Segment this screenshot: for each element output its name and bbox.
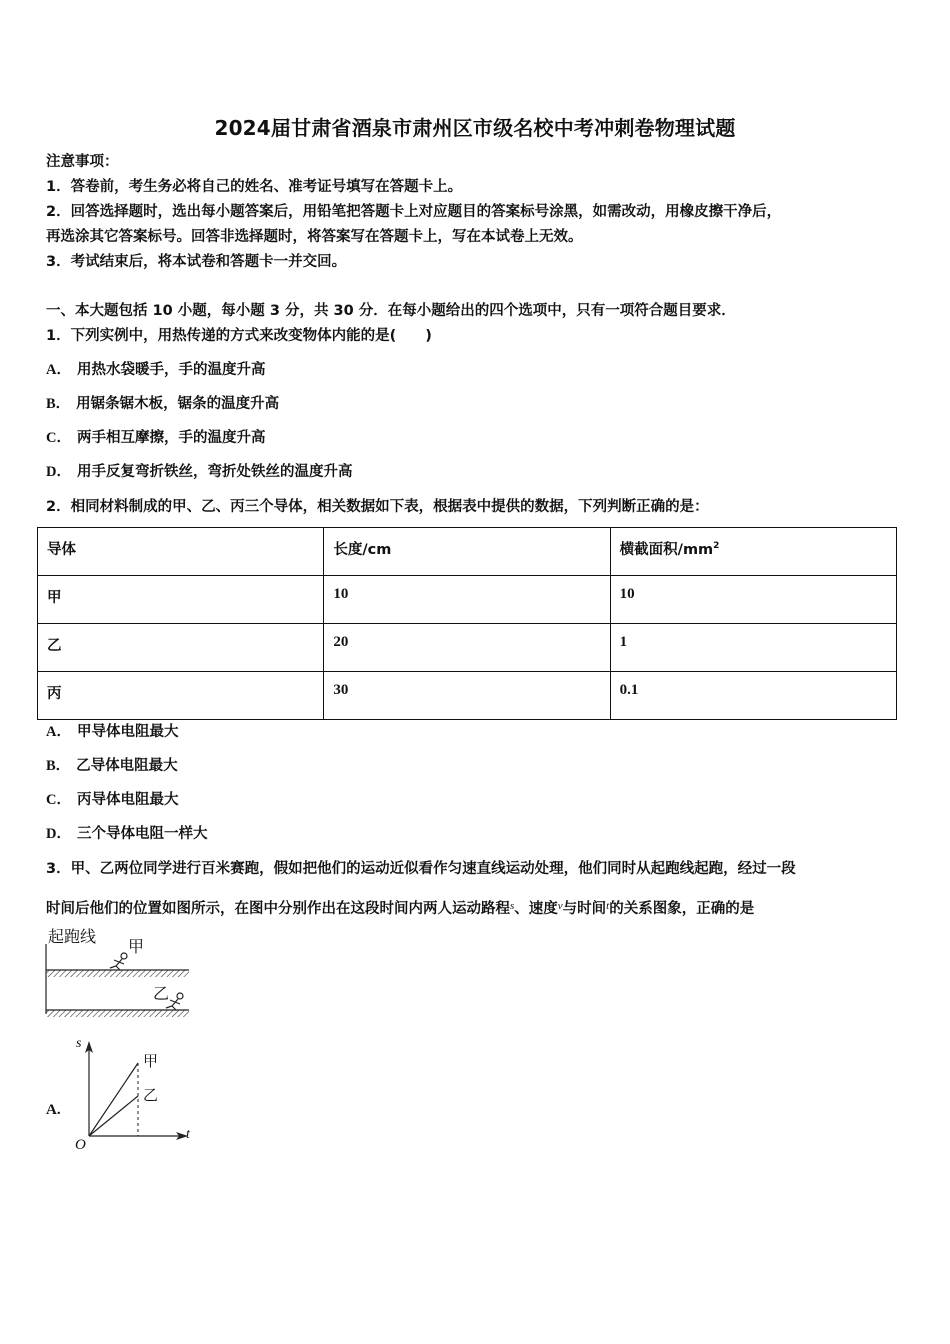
option-text: 用锯条锯木板，锯条的温度升高 (76, 396, 280, 412)
var-v: v (557, 900, 563, 912)
option-text: 用热水袋暖手，手的温度升高 (76, 362, 266, 378)
race-figure (44, 924, 194, 1024)
runner-label-yi: 乙 (153, 984, 170, 1003)
table-cell: 甲 (38, 576, 324, 624)
option-letter: C． (46, 792, 71, 808)
option-letter: A． (46, 724, 71, 740)
option-item[interactable] (46, 790, 178, 810)
notice-item: 2．回答选择题时，选出每小题答案后，用铅笔把答题卡上对应题目的答案标号涂黑，如需改动，用橡皮擦干净后， (46, 204, 782, 220)
notice-heading: 注意事项： (46, 154, 119, 170)
option-letter: A． (46, 362, 71, 378)
table-row (38, 672, 897, 720)
page-title: 2024届甘肃省酒泉市肃州区市级名校中考冲刺卷物理试题 (214, 116, 736, 140)
option-item[interactable] (46, 360, 265, 380)
option-item[interactable] (46, 462, 352, 482)
option-letter: B． (46, 758, 71, 774)
table-cell: 30 (324, 672, 610, 720)
start-line-label: 起跑线 (48, 927, 97, 946)
table-header-cell: 长度/cm (324, 528, 610, 576)
option-text: 甲导体电阻最大 (76, 724, 179, 740)
question-stem: 2．相同材料制成的甲、乙、丙三个导体，相关数据如下表，根据表中提供的数据，下列判断正确的是： (46, 499, 709, 515)
option-letter: C． (46, 430, 71, 446)
option-text: 用手反复弯折铁丝，弯折处铁丝的温度升高 (76, 464, 353, 480)
notice-item: 再选涂其它答案标号。回答非选择题时，将答案写在答题卡上，写在本试卷上无效。 (46, 229, 583, 245)
origin-label: O (75, 1137, 86, 1153)
question-stem-line2: 时间后他们的位置如图所示，在图中分别作出在这段时间内两人运动路程$^s$、速度$^v$与时间$^t$的关系图象，正确的是 (46, 900, 755, 917)
option-letter: B． (46, 396, 71, 412)
option-text: 丙导体电阻最大 (76, 792, 179, 808)
option-item[interactable] (46, 756, 178, 776)
table-cell: 乙 (38, 624, 324, 672)
section-instruction: 一、本大题包括 10 小题，每小题 3 分，共 30 分．在每小题给出的四个选项中，只有一项符合题目要求． (46, 303, 736, 319)
table-cell: 20 (324, 624, 610, 672)
notice-item: 3．考试结束后，将本试卷和答题卡一并交回。 (46, 254, 347, 270)
x-axis-label: t (186, 1127, 190, 1142)
table-cell: 丙 (38, 672, 324, 720)
option-item[interactable] (46, 722, 178, 742)
table-header-row (38, 528, 897, 576)
line-label-jia: 甲 (143, 1052, 159, 1070)
option-text: 两手相互摩擦，手的温度升高 (76, 430, 266, 446)
table-cell: 1 (610, 624, 896, 672)
option-a-letter[interactable]: A. (46, 1102, 61, 1118)
question-stem: 3．甲、乙两位同学进行百米赛跑，假如把他们的运动近似看作匀速直线运动处理，他们同时从起跑线起跑，经过一段 (46, 861, 796, 877)
runner-icon (110, 953, 127, 970)
option-letter: D． (46, 464, 71, 480)
option-item[interactable] (46, 428, 265, 448)
conductor-table (37, 527, 897, 720)
table-row (38, 624, 897, 672)
table-cell: 0.1 (610, 672, 896, 720)
table-header-cell: 横截面积$/mm^2$ (610, 528, 896, 576)
var-t: t (606, 900, 610, 912)
option-item[interactable] (46, 394, 279, 414)
runner-label-jia: 甲 (128, 937, 145, 956)
var-s: s (510, 900, 515, 912)
s-t-graph (70, 1036, 200, 1156)
table-row (38, 576, 897, 624)
line-label-yi: 乙 (143, 1086, 159, 1104)
option-text: 乙导体电阻最大 (76, 758, 178, 774)
y-axis-label: s (76, 1036, 82, 1051)
option-a-graph[interactable] (70, 1036, 200, 1156)
question-stem: 1．下列实例中，用热传递的方式来改变物体内能的是( ) (46, 328, 432, 344)
option-item[interactable] (46, 824, 207, 844)
option-text: 三个导体电阻一样大 (76, 826, 208, 842)
table-cell: 10 (324, 576, 610, 624)
notice-item: 1．答卷前，考生务必将自己的姓名、准考证号填写在答题卡上。 (46, 179, 463, 195)
table-cell: 10 (610, 576, 896, 624)
table-header-cell: 导体 (38, 528, 324, 576)
option-letter: D． (46, 826, 71, 842)
